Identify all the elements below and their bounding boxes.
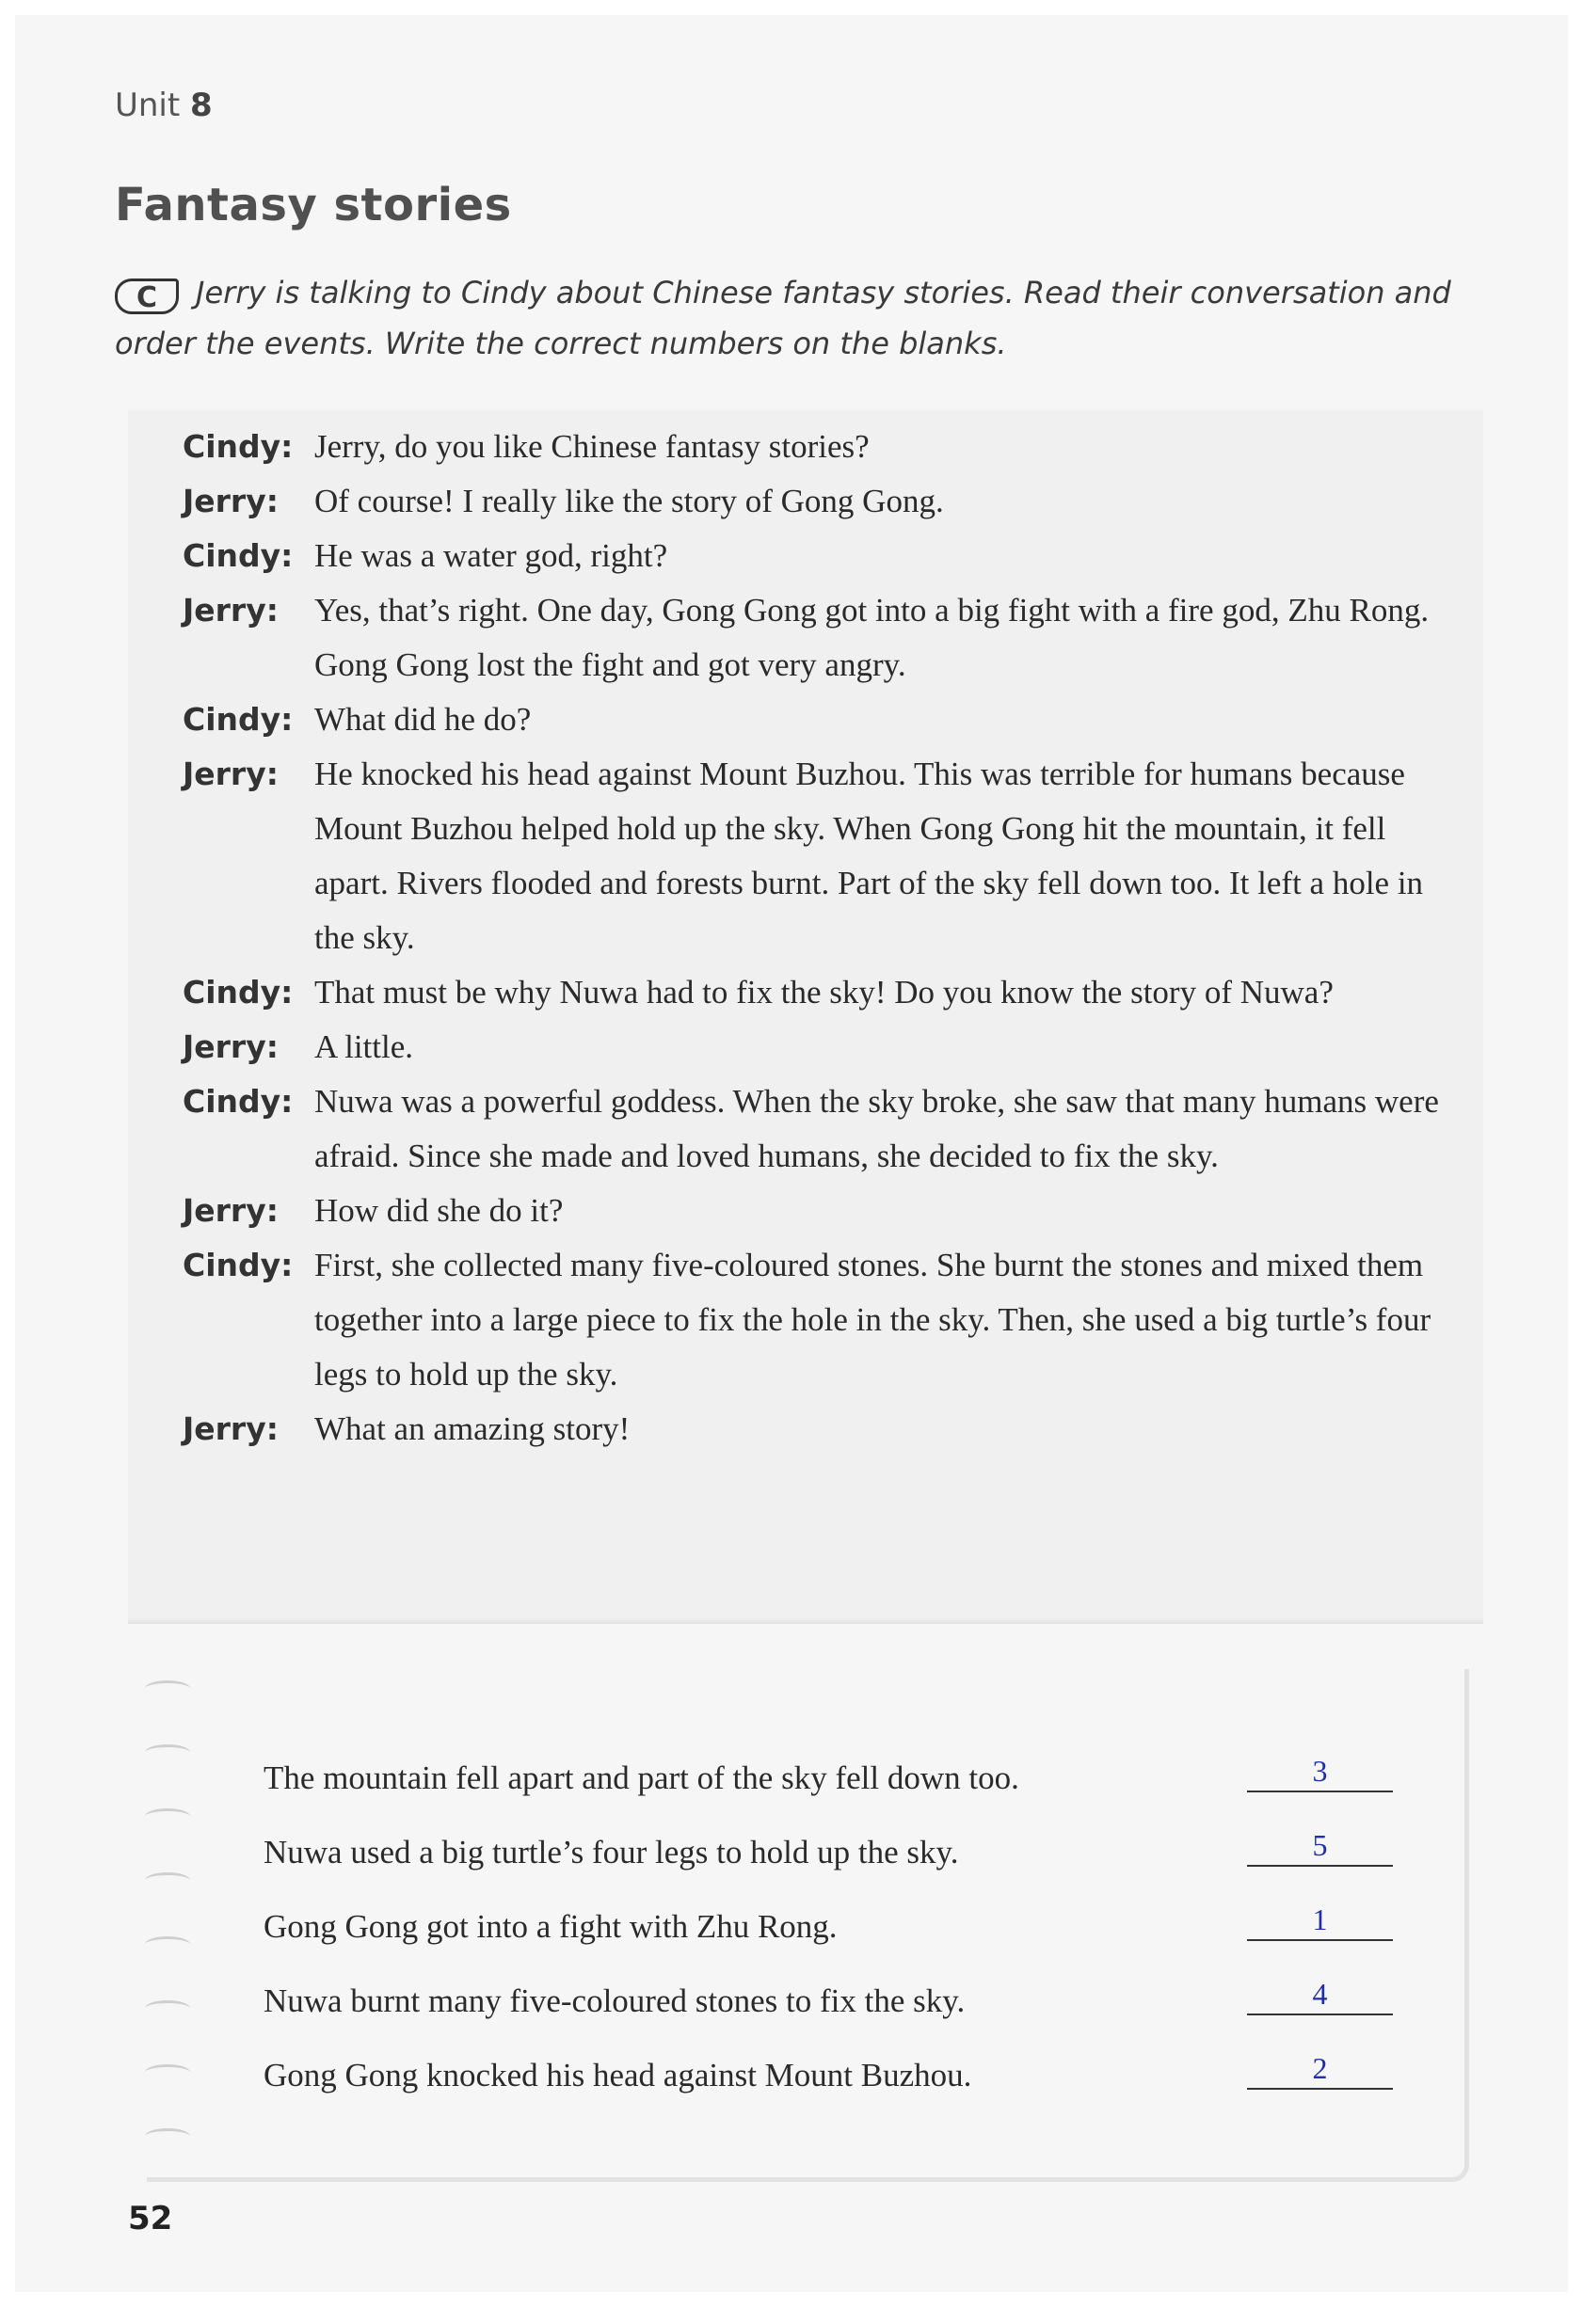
dialogue-line — [183, 965, 1463, 1020]
speaker-name: Cindy: — [183, 974, 294, 1011]
speech-text: Jerry, do you like Chinese fantasy stories? — [314, 428, 870, 465]
event-row — [264, 2023, 1393, 2097]
dialogue-line — [183, 692, 1463, 747]
workbook-page — [15, 15, 1568, 2292]
speaker-name: Cindy: — [183, 1247, 294, 1283]
speaker-name: Cindy: — [183, 537, 294, 574]
speech-text: Nuwa was a powerful goddess. When the sky broke, she saw that many humans were afraid. Since she made and loved humans, she decided to fix the sky. — [314, 1083, 1439, 1174]
spiral-binding — [145, 1872, 190, 1888]
dialogue-line — [183, 474, 1463, 529]
answer-blank[interactable]: 1 — [1247, 1900, 1393, 1941]
speech-text: First, she collected many five-coloured stones. She burnt the stones and mixed them together into a large piece to fix the hole in the sky. Then, she used a big turtle’s four legs to hold up the sky. — [314, 1247, 1431, 1393]
speaker-name: Jerry: — [183, 483, 279, 519]
event-row — [264, 1874, 1393, 1949]
answer-blank[interactable]: 3 — [1247, 1751, 1393, 1792]
event-statement: The mountain fell apart and part of the sky fell down too. — [264, 1759, 1019, 1796]
speaker-name: Jerry: — [183, 1028, 279, 1065]
unit-label: Unit 8 — [115, 87, 213, 124]
dialogue-line — [183, 583, 1463, 692]
spiral-binding — [145, 1744, 190, 1760]
speaker-name: Jerry: — [183, 756, 279, 792]
dialogue — [183, 420, 1463, 1456]
event-statement: Nuwa used a big turtle’s four legs to hold up the sky. — [264, 1834, 959, 1870]
speech-text: That must be why Nuwa had to fix the sky! Do you know the story of Nuwa? — [314, 974, 1334, 1011]
speech-text: He knocked his head against Mount Buzhou. This was terrible for humans because Mount Buzhou helped hold up the sky. When Gong Gong hit the mountain, it fell apart. Rivers flooded and forests burnt. Part of the sky fell down too. It left a hole in the sky. — [314, 756, 1424, 956]
spiral-binding — [145, 1680, 190, 1696]
unit-number: 8 — [190, 87, 213, 124]
event-statement: Nuwa burnt many five-coloured stones to fix the sky. — [264, 1982, 966, 2019]
speaker-name: Cindy: — [183, 428, 294, 465]
dialogue-line — [183, 1238, 1463, 1402]
event-statement: Gong Gong knocked his head against Mount Buzhou. — [264, 2057, 972, 2093]
dialogue-line — [183, 1074, 1463, 1184]
speaker-name: Jerry: — [183, 592, 279, 629]
spiral-binding — [145, 1936, 190, 1952]
dialogue-line — [183, 1402, 1463, 1456]
event-row — [264, 1726, 1393, 1800]
exercise-instruction — [115, 267, 1479, 369]
event-row — [264, 1800, 1393, 1874]
spiral-binding — [145, 1808, 190, 1824]
dialogue-line — [183, 1020, 1463, 1074]
spiral-binding — [145, 2128, 190, 2144]
spiral-binding — [145, 2064, 190, 2080]
speech-text: Of course! I really like the story of Gong Gong. — [314, 483, 944, 519]
speech-text: How did she do it? — [314, 1192, 564, 1229]
speaker-name: Cindy: — [183, 1083, 294, 1120]
speech-text: Yes, that’s right. One day, Gong Gong got into a big fight with a fire god, Zhu Rong. Gong Gong lost the fight and got very angry. — [314, 592, 1430, 683]
page-title: Fantasy stories — [115, 179, 512, 231]
dialogue-line — [183, 747, 1463, 965]
page-number: 52 — [128, 2200, 173, 2237]
speaker-name: Jerry: — [183, 1192, 279, 1229]
speaker-name: Cindy: — [183, 701, 294, 738]
event-statement: Gong Gong got into a fight with Zhu Rong. — [264, 1908, 838, 1945]
answer-blank[interactable]: 5 — [1247, 1825, 1393, 1867]
answer-blank[interactable]: 2 — [1247, 2048, 1393, 2090]
speech-text: What did he do? — [314, 701, 532, 738]
event-order-list — [264, 1726, 1393, 2097]
speaker-name: Jerry: — [183, 1410, 279, 1447]
speech-text: What an amazing story! — [314, 1410, 631, 1447]
event-row — [264, 1949, 1393, 2023]
answer-blank[interactable]: 4 — [1247, 1974, 1393, 2015]
speech-text: A little. — [314, 1028, 413, 1065]
dialogue-line — [183, 420, 1463, 474]
instruction-text: Jerry is talking to Cindy about Chinese fantasy stories. Read their conversation and order the events. Write the correct numbers on the blanks. — [115, 275, 1451, 361]
dialogue-line — [183, 1184, 1463, 1238]
speech-text: He was a water god, right? — [314, 537, 668, 574]
dialogue-line — [183, 529, 1463, 583]
exercise-badge: C — [115, 279, 179, 314]
spiral-binding — [145, 2000, 190, 2016]
